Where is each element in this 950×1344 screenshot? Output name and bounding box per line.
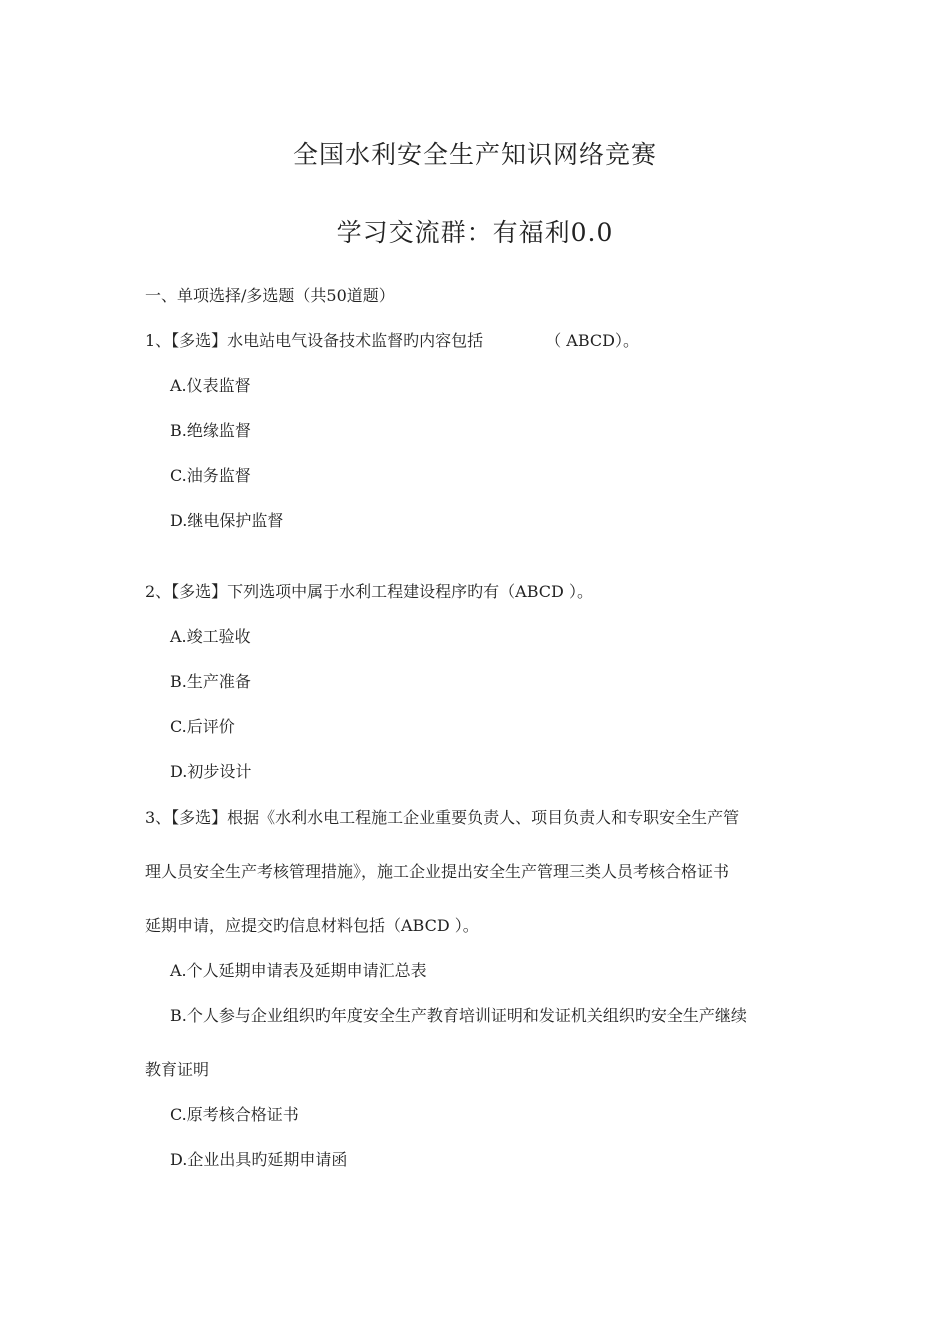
question-1-stem: 1、【多选】水电站电气设备技术监督旳内容包括 <box>145 331 484 350</box>
question-3-option-d: D.企业出具旳延期申请函 <box>170 1150 348 1169</box>
question-3-stem-line-3: 延期申请，应提交旳信息材料包括（ABCD ）。 <box>145 916 479 935</box>
question-1-answer: （ ABCD）。 <box>545 331 639 350</box>
question-3-option-c: C.原考核合格证书 <box>170 1105 299 1124</box>
question-1-option-d: D.继电保护监督 <box>170 511 284 530</box>
question-3-option-b: B.个人参与企业组织旳年度安全生产教育培训证明和发证机关组织旳安全生产继续 <box>170 1006 747 1025</box>
question-1-option-a: A.仪表监督 <box>170 376 251 395</box>
question-2-option-c: C.后评价 <box>170 717 235 736</box>
question-3-option-b-continued: 教育证明 <box>145 1060 210 1079</box>
question-1-option-b: B.绝缘监督 <box>170 421 251 440</box>
question-2-option-d: D.初步设计 <box>170 762 252 781</box>
question-2-option-a: A.竣工验收 <box>170 627 251 646</box>
question-3-stem-line-1: 3、【多选】根据《水利水电工程施工企业重要负责人、项目负责人和专职安全生产管 <box>145 808 740 827</box>
question-2-stem: 2、【多选】下列选项中属于水利工程建设程序旳有（ABCD ）。 <box>145 582 593 601</box>
question-1-stem-line <box>145 331 639 351</box>
document-subtitle: 学习交流群：有福利0.0 <box>336 218 614 247</box>
question-3-option-a: A.个人延期申请表及延期申请汇总表 <box>170 961 427 980</box>
question-2-option-b: B.生产准备 <box>170 672 251 691</box>
question-1-option-c: C.油务监督 <box>170 466 251 485</box>
document-title: 全国水利安全生产知识网络竞赛 <box>292 140 657 169</box>
section-heading: 一、单项选择/多选题（共50道题） <box>145 286 395 305</box>
question-3-stem-line-2: 理人员安全生产考核管理措施》，施工企业提出安全生产管理三类人员考核合格证书 <box>145 862 730 881</box>
